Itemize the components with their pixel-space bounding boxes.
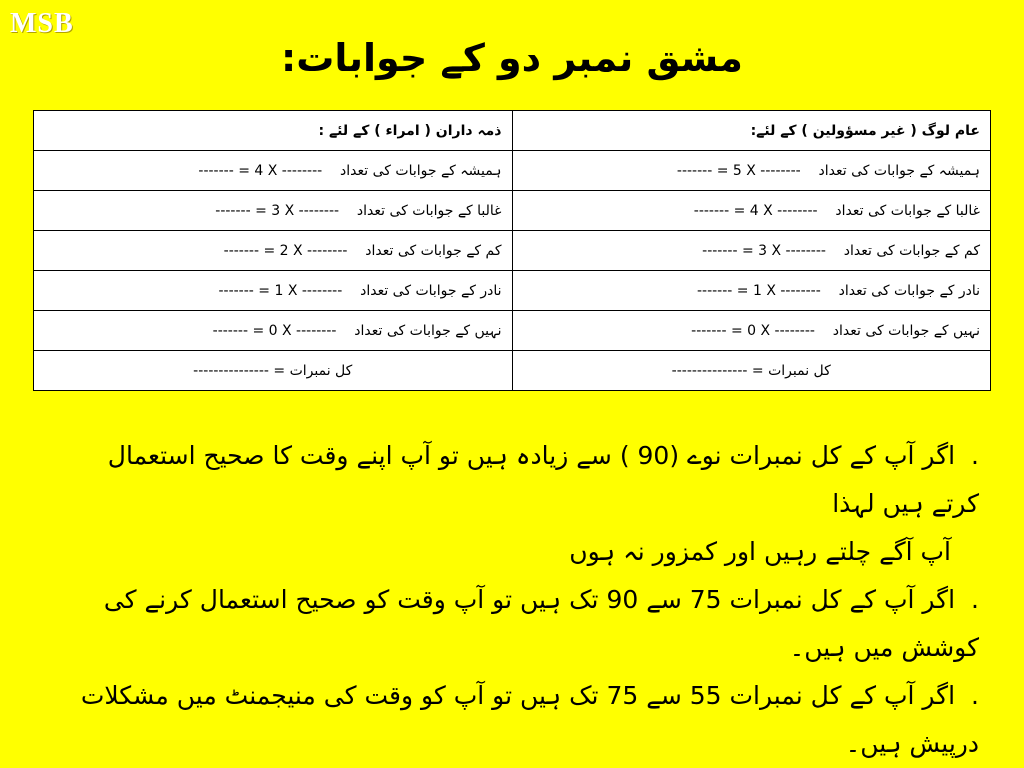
note-text: اگر آپ کے کل نمبرات 75 سے 90 تک ہیں تو آپ وقت کو صحیح استعمال کرنے کی bbox=[103, 585, 956, 614]
table-row bbox=[34, 271, 991, 311]
cell-label: کم کے جوابات کی تعداد bbox=[843, 242, 980, 259]
cell-label: غالبا کے جوابات کی تعداد bbox=[835, 202, 980, 219]
table-cell bbox=[512, 231, 991, 271]
cell-label: نادر کے جوابات کی تعداد bbox=[360, 282, 502, 299]
cell-label: ہمیشہ کے جوابات کی تعداد bbox=[818, 162, 980, 179]
cell-label: غالبا کے جوابات کی تعداد bbox=[356, 202, 502, 219]
score-table bbox=[33, 110, 991, 391]
note-1-advice: آپ آگے چلتے رہیں اور کمزور نہ ہوں bbox=[569, 537, 951, 566]
table-row bbox=[34, 151, 991, 191]
note-1 bbox=[60, 432, 979, 480]
note-1-continued: کرتے ہیں لہذا bbox=[832, 489, 979, 518]
cell-calc: ------- = 4 X -------- bbox=[693, 202, 818, 219]
cell-calc: ------- = 5 X -------- bbox=[676, 162, 801, 179]
total-cell bbox=[34, 351, 513, 391]
note-2-continued: کوشش میں ہیں۔ bbox=[789, 633, 979, 662]
table-cell bbox=[34, 151, 513, 191]
table-header-row bbox=[34, 111, 991, 151]
total-dashes: --------------- bbox=[193, 362, 269, 379]
cell-calc: ------- = 1 X -------- bbox=[696, 282, 821, 299]
cell-label: کم کے جوابات کی تعداد bbox=[365, 242, 502, 259]
table-cell bbox=[34, 311, 513, 351]
note-3 bbox=[60, 672, 979, 720]
table-cell bbox=[34, 231, 513, 271]
table-cell bbox=[512, 151, 991, 191]
cell-calc: ------- = 3 X -------- bbox=[702, 242, 826, 259]
table-cell bbox=[512, 311, 991, 351]
table-cell bbox=[34, 191, 513, 231]
table-row bbox=[34, 311, 991, 351]
table-cell bbox=[34, 271, 513, 311]
cell-label: ہمیشہ کے جوابات کی تعداد bbox=[340, 162, 502, 179]
cell-calc: ------- = 2 X -------- bbox=[223, 242, 348, 259]
cell-label: نہیں کے جوابات کی تعداد bbox=[354, 322, 502, 339]
note-text: اگر آپ کے کل نمبرات 55 سے 75 تک ہیں تو آپ کو وقت کی منیجمنٹ میں مشکلات bbox=[80, 681, 956, 710]
note-2 bbox=[60, 576, 979, 624]
total-label: کل نمبرات = bbox=[751, 362, 831, 379]
cell-calc: ------- = 3 X -------- bbox=[215, 202, 340, 219]
table-cell bbox=[512, 271, 991, 311]
cell-calc: ------- = 4 X -------- bbox=[198, 162, 323, 179]
header-officials: ذمہ داران ( امراء ) کے لئے : bbox=[34, 111, 513, 151]
cell-calc: ------- = 0 X -------- bbox=[212, 322, 337, 339]
header-general-people: عام لوگ ( غیر مسؤولین ) کے لئے: bbox=[512, 111, 991, 151]
total-label: کل نمبرات = bbox=[273, 362, 353, 379]
table-cell bbox=[512, 191, 991, 231]
page-title: مشق نمبر دو کے جوابات: bbox=[281, 36, 743, 80]
cell-label: نادر کے جوابات کی تعداد bbox=[838, 282, 980, 299]
total-cell bbox=[512, 351, 991, 391]
bullet: . bbox=[971, 681, 979, 710]
table-row bbox=[34, 191, 991, 231]
cell-calc: ------- = 1 X -------- bbox=[218, 282, 343, 299]
bullet: . bbox=[971, 585, 979, 614]
bullet: . bbox=[971, 441, 979, 470]
msb-logo: MSB bbox=[10, 8, 74, 39]
note-text: اگر آپ کے کل نمبرات نوے (90 ) سے زیادہ ہیں تو آپ اپنے وقت کا صحیح استعمال bbox=[107, 441, 956, 470]
table-row bbox=[34, 231, 991, 271]
table-total-row bbox=[34, 351, 991, 391]
total-dashes: --------------- bbox=[671, 362, 748, 379]
cell-calc: ------- = 0 X -------- bbox=[691, 322, 815, 339]
result-notes bbox=[60, 432, 979, 768]
note-3-continued: درپیش ہیں۔ bbox=[845, 729, 979, 758]
cell-label: نہیں کے جوابات کی تعداد bbox=[832, 322, 980, 339]
